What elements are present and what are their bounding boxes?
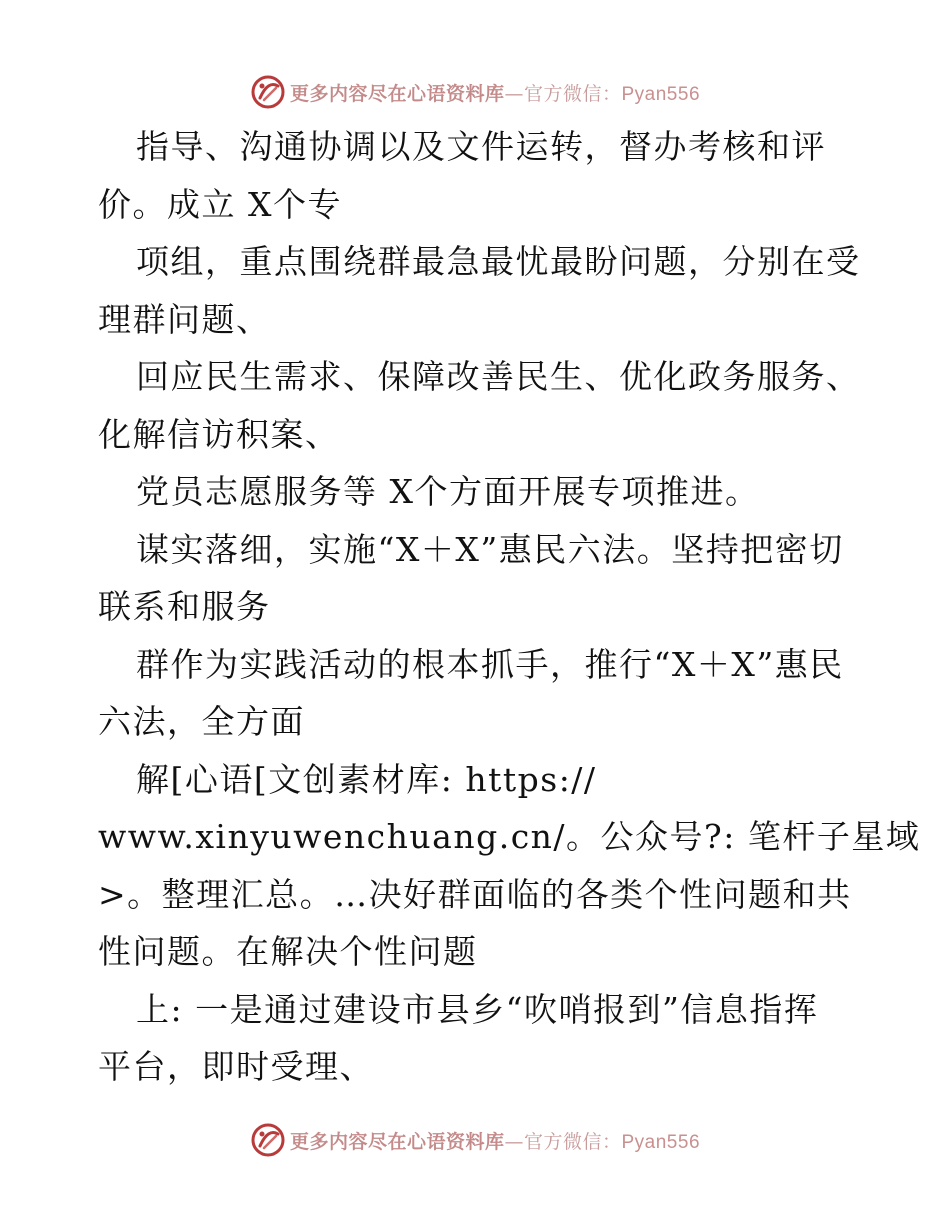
header-wechat-label: 官方微信： [523, 82, 622, 105]
document-line: 六法，全方面 [98, 702, 305, 741]
footer-banner [0, 1120, 950, 1160]
footer-banner-text [290, 1127, 700, 1154]
brand-logo-icon [250, 1122, 286, 1158]
document-line: 回应民生需求、保障改善民生、优化政务服务、 [136, 357, 861, 396]
header-separator: — [504, 82, 524, 105]
document-line: >。整理汇总。…决好群面临的各类个性问题和共 [98, 874, 852, 914]
document-line: 性问题。在解决个性问题 [98, 932, 478, 971]
document-line: 解[心语[文创素材库: https:// [136, 759, 597, 799]
document-line: 指导、沟通协调以及文件运转，督办考核和评 [136, 127, 826, 166]
footer-separator: — [504, 1130, 524, 1153]
document-line: www.xinyuwenchuang.cn/。公众号?: 笔杆子星域 [98, 817, 921, 856]
brand-logo-icon [250, 74, 286, 110]
header-banner [0, 72, 950, 112]
document-line: 谋实落细，实施“X＋X”惠民六法。坚持把密切 [136, 529, 844, 569]
footer-wechat-label: 官方微信： [523, 1130, 622, 1153]
document-line: 项组，重点围绕群最急最忧最盼问题，分别在受 [136, 242, 861, 281]
header-brand: 更多内容尽在心语资料库 [289, 82, 505, 105]
document-line: 群作为实践活动的根本抓手，推行“X＋X”惠民 [136, 644, 844, 684]
header-banner-text [290, 79, 700, 106]
document-line: 联系和服务 [98, 587, 271, 626]
header-wechat-id: Pyan556 [621, 83, 701, 105]
document-line: 平台，即时受理、 [98, 1047, 374, 1086]
document-line: 党员志愿服务等 X个方面开展专项推进。 [136, 472, 760, 511]
footer-brand: 更多内容尽在心语资料库 [289, 1130, 505, 1153]
document-line: 上: 一是通过建设市县乡“吹哨报到”信息指挥 [136, 989, 819, 1029]
document-line: 理群问题、 [98, 299, 271, 339]
footer-wechat-id: Pyan556 [621, 1131, 701, 1153]
document-line: 化解信访积案、 [98, 414, 340, 454]
document-body [98, 118, 921, 1096]
document-line: 价。成立 X个专 [98, 184, 342, 224]
